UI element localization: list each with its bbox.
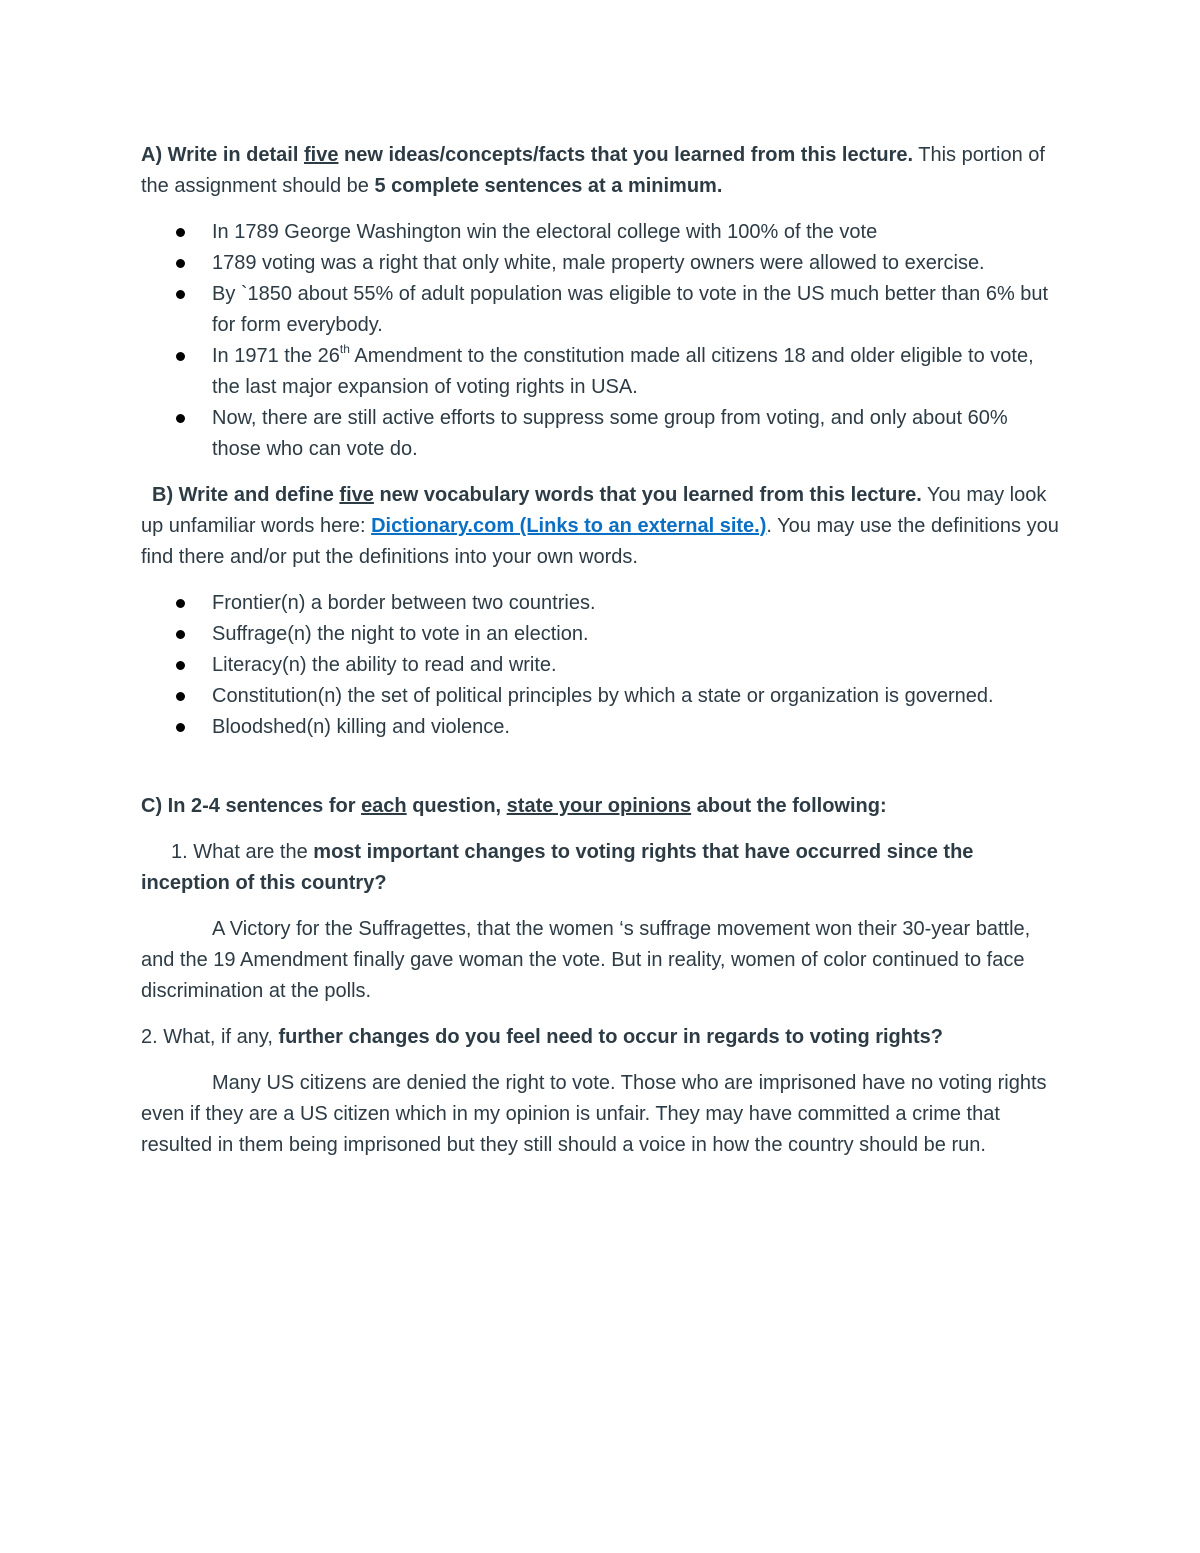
list-item: 1789 voting was a right that only white, male property owners were allowed to exercise. bbox=[141, 248, 1061, 279]
list-item: Bloodshed(n) killing and violence. bbox=[141, 712, 1061, 743]
question-2: 2. What, if any, further changes do you feel need to occur in regards to voting rights? bbox=[141, 1026, 943, 1048]
section-a-list bbox=[141, 217, 1061, 465]
document-content bbox=[141, 140, 1061, 1161]
list-item: In 1971 the 26th Amendment to the constitution made all citizens 18 and older eligible to vote, the last major expansion of voting rights in USA. bbox=[141, 341, 1061, 403]
section-c-prompt: C) In 2-4 sentences for each question, state your opinions about the following: bbox=[141, 795, 887, 817]
section-a-prompt: A) Write in detail five new ideas/concepts/facts that you learned from this lecture. This portion of the assignment should be 5 complete sentences at a minimum. bbox=[141, 144, 1045, 197]
list-item: In 1789 George Washington win the electoral college with 100% of the vote bbox=[141, 217, 1061, 248]
section-b-prompt: B) Write and define five new vocabulary words that you learned from this lecture. You may look up unfamiliar words here: Dictionary.com (Links to an external site.). You may use the definitions you find there and/or put the definitions into your own words. bbox=[141, 484, 1059, 568]
list-item: By `1850 about 55% of adult population was eligible to vote in the US much better than 6% but for form everybody. bbox=[141, 279, 1061, 341]
list-item: Literacy(n) the ability to read and write. bbox=[141, 650, 1061, 681]
answer-1: A Victory for the Suffragettes, that the women ‘s suffrage movement won their 30-year battle, and the 19 Amendment finally gave woman the vote. But in reality, women of color continued to face discrimination at the polls. bbox=[141, 918, 1031, 1002]
answer-2: Many US citizens are denied the right to vote. Those who are imprisoned have no voting rights even if they are a US citizen which in my opinion is unfair. They may have committed a crime that resulted in them being imprisoned but they still should a voice in how the country should be run. bbox=[141, 1072, 1047, 1156]
list-item: Now, there are still active efforts to suppress some group from voting, and only about 60% those who can vote do. bbox=[141, 403, 1061, 465]
list-item: Frontier(n) a border between two countries. bbox=[141, 588, 1061, 619]
list-item: Suffrage(n) the night to vote in an election. bbox=[141, 619, 1061, 650]
question-1: 1. What are the most important changes to voting rights that have occurred since the inception of this country? bbox=[141, 841, 974, 894]
list-item: Constitution(n) the set of political principles by which a state or organization is governed. bbox=[141, 681, 1061, 712]
dictionary-link[interactable]: Dictionary.com (Links to an external site.) bbox=[371, 515, 767, 537]
section-b-list bbox=[141, 588, 1061, 743]
